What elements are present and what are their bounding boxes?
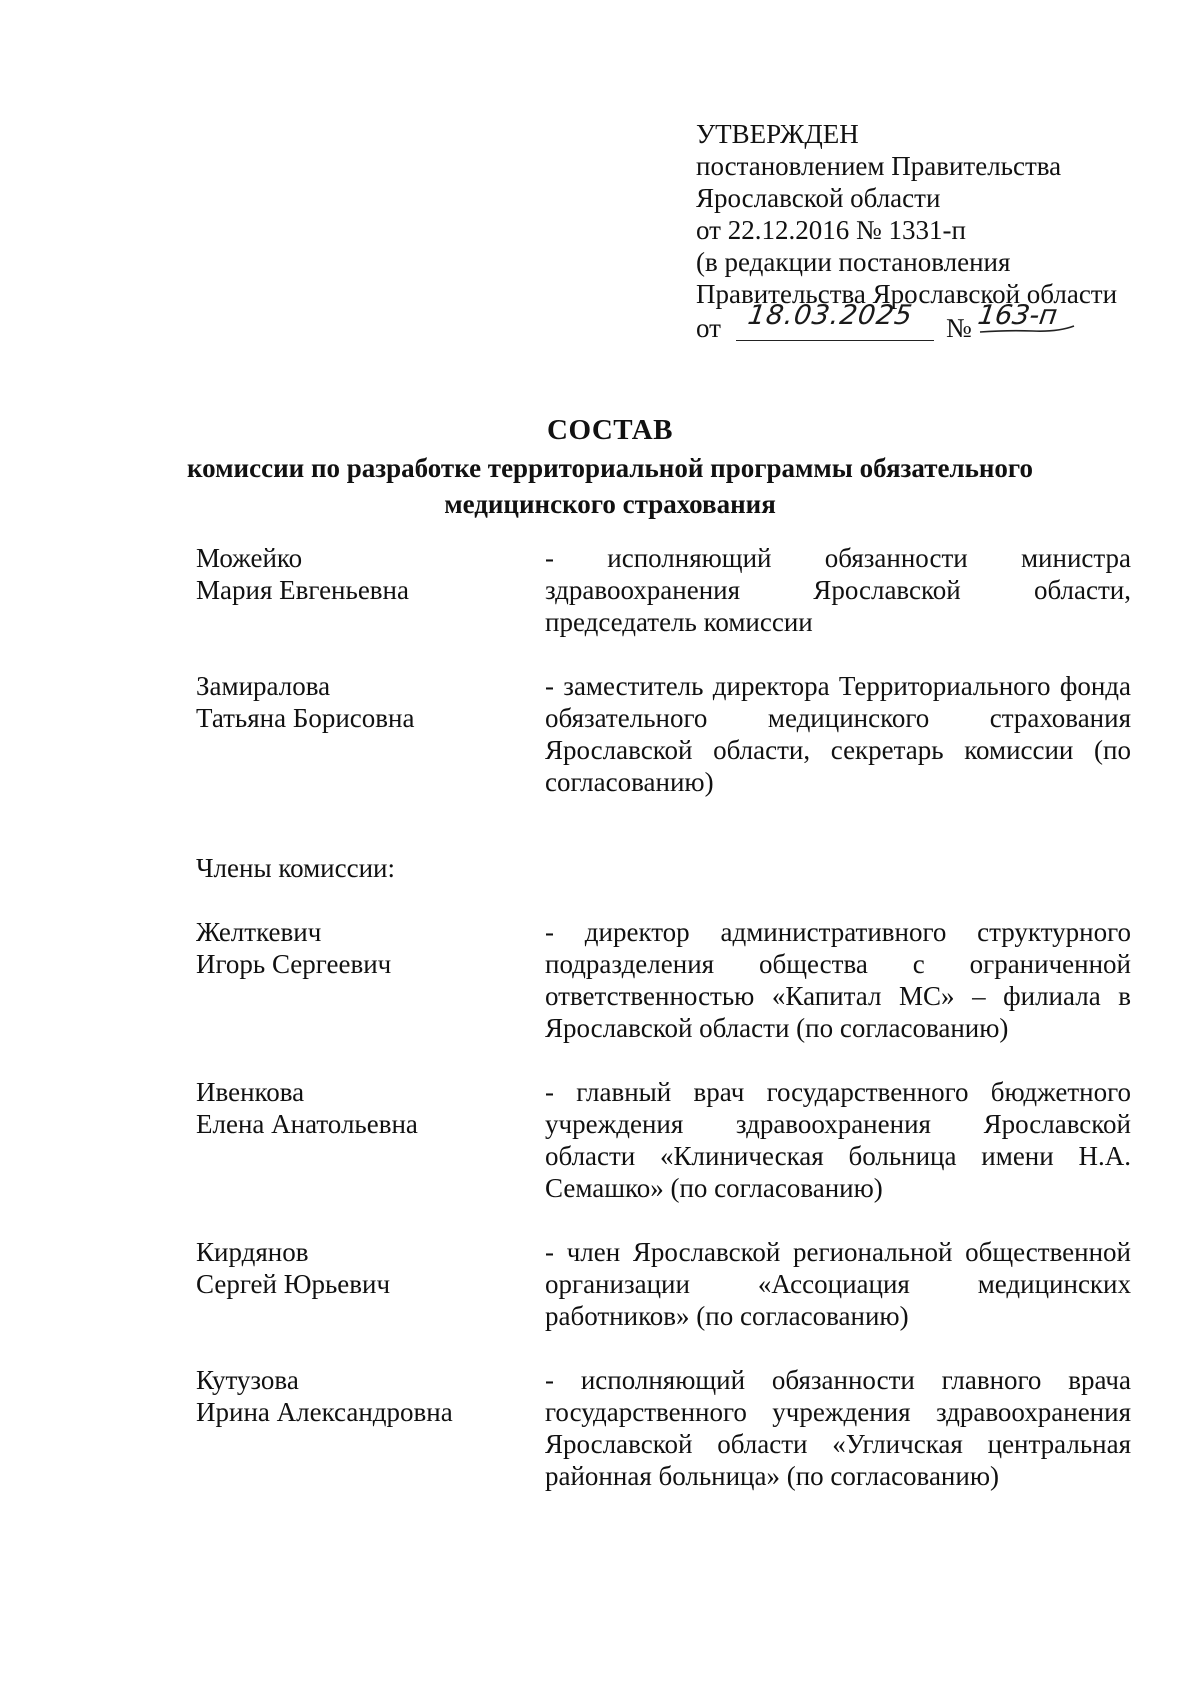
list-item xyxy=(196,1236,1136,1332)
member-surname: Ивенкова xyxy=(196,1077,305,1107)
member-surname: Замиралова xyxy=(196,671,331,701)
member-name xyxy=(196,542,526,606)
member-role: - заместитель директора Территориального фонда обязательного медицинского страхования Ярославской области, секретарь комиссии (по согласованию) xyxy=(545,671,1131,797)
page-subtitle-line-1: комиссии по разработке территориальной программы обязательного xyxy=(186,453,1034,483)
member-name xyxy=(196,1364,526,1428)
approval-block xyxy=(696,118,1166,348)
amendment-date-line xyxy=(696,300,1166,348)
approval-heading: УТВЕРЖДЕН xyxy=(696,119,859,149)
list-item xyxy=(196,670,1136,798)
approval-line: (в редакции постановления xyxy=(696,247,1011,277)
approval-line: от 22.12.2016 № 1331-п xyxy=(696,215,966,245)
handwritten-number: 163-п xyxy=(975,300,1060,331)
handwritten-number-field xyxy=(975,300,1078,340)
list-item xyxy=(196,1364,1136,1492)
page-subtitle-line-2: медицинского страхования xyxy=(444,489,776,519)
member-given-name: Сергей Юрьевич xyxy=(196,1269,391,1299)
member-role: - исполняющий обязанности министра здравоохранения Ярославской области, председатель комиссии xyxy=(545,543,1131,637)
member-name xyxy=(196,916,526,980)
number-sign: № xyxy=(946,313,972,343)
page-title: СОСТАВ xyxy=(547,414,673,446)
member-surname: Кирдянов xyxy=(196,1237,309,1267)
member-given-name: Ирина Александровна xyxy=(196,1397,453,1427)
member-name xyxy=(196,1236,526,1300)
date-prefix: от xyxy=(696,313,721,343)
list-item xyxy=(196,542,1136,638)
member-given-name: Игорь Сергеевич xyxy=(196,949,392,979)
member-given-name: Елена Анатольевна xyxy=(196,1109,418,1139)
member-surname: Кутузова xyxy=(196,1365,299,1395)
document-heading xyxy=(150,410,1070,522)
member-role: - директор административного структурного подразделения общества с ограниченной ответственностью «Капитал МС» – филиала в Ярославской области (по согласованию) xyxy=(545,917,1131,1043)
member-given-name: Мария Евгеньевна xyxy=(196,575,409,605)
member-surname: Можейко xyxy=(196,543,303,573)
member-role: - главный врач государственного бюджетного учреждения здравоохранения Ярославской области «Клиническая больница имени Н.А. Семашко» (по согласованию) xyxy=(545,1077,1131,1203)
member-role: - исполняющий обязанности главного врача государственного учреждения здравоохранения Ярославской области «Угличская центральная районная больница» (по согласованию) xyxy=(545,1365,1131,1491)
member-name xyxy=(196,1076,526,1140)
approval-line: постановлением Правительства xyxy=(696,151,1062,181)
handwritten-date: 18.03.2025 xyxy=(745,300,915,331)
member-role: - член Ярославской региональной общественной организации «Ассоциация медицинских работников» (по согласованию) xyxy=(545,1237,1131,1331)
approval-line: Ярославской области xyxy=(696,183,941,213)
handwritten-underline-icon xyxy=(978,322,1078,336)
members-label: Члены комиссии: xyxy=(196,853,395,883)
commission-list xyxy=(196,542,1136,1492)
member-given-name: Татьяна Борисовна xyxy=(196,703,415,733)
member-name xyxy=(196,670,526,734)
approval-line: Правительства Ярославской области xyxy=(696,279,1118,309)
handwritten-date-field xyxy=(736,300,934,341)
list-item xyxy=(196,1076,1136,1204)
member-surname: Желткевич xyxy=(196,917,322,947)
list-item xyxy=(196,916,1136,1044)
